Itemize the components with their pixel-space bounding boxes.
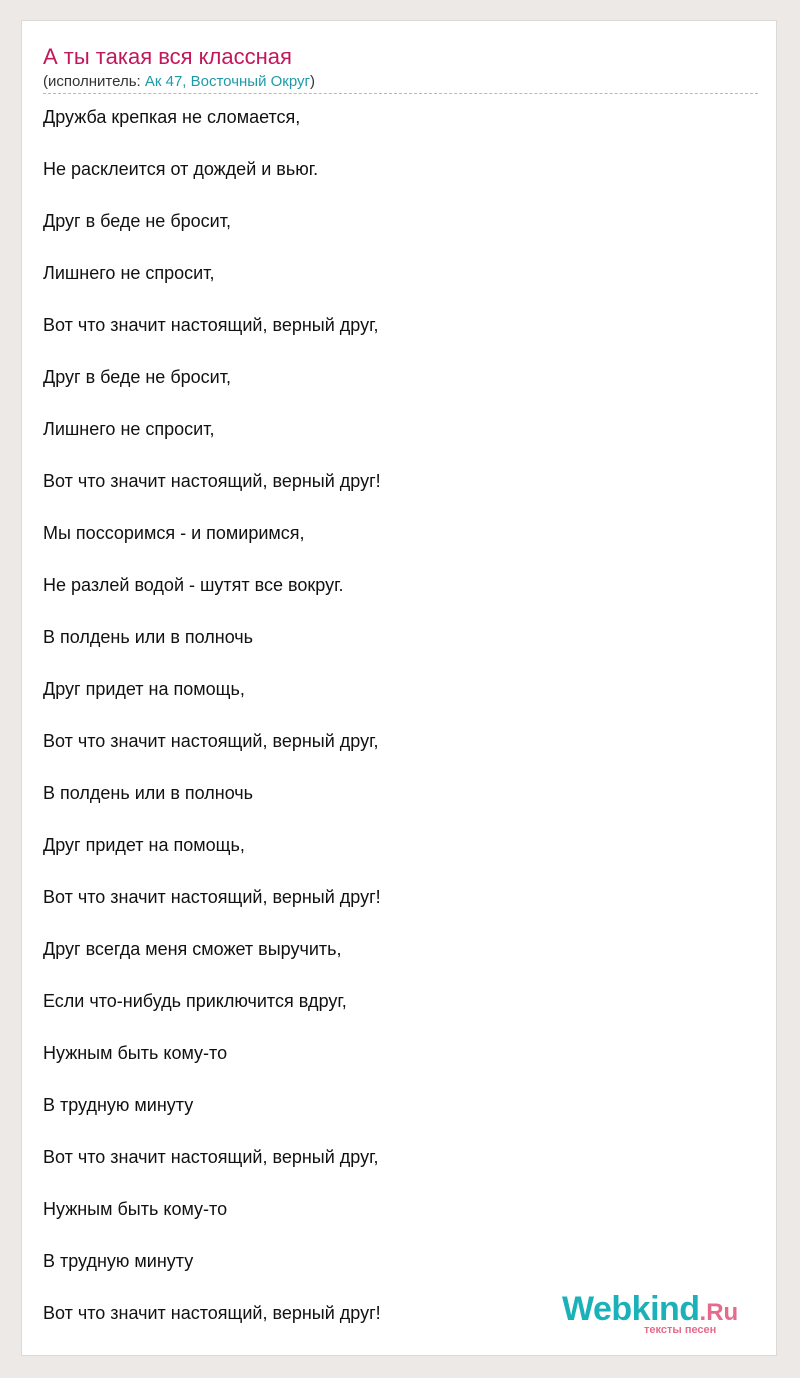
lyric-line: В полдень или в полночь: [43, 783, 254, 803]
lyric-line: Лишнего не спросит,: [43, 419, 215, 439]
lyric-line: Вот что значит настоящий, верный друг,: [43, 315, 379, 335]
lyric-line: Вот что значит настоящий, верный друг,: [43, 1147, 379, 1167]
logo-tld-text: .Ru: [699, 1299, 739, 1326]
lyric-line: Нужным быть кому-то: [43, 1199, 228, 1219]
artist-suffix: ): [310, 73, 315, 90]
song-title: А ты такая вся классная: [43, 44, 292, 69]
lyric-line: В трудную минуту: [43, 1251, 194, 1271]
lyric-line: В трудную минуту: [43, 1095, 194, 1115]
lyric-line: Не расклеится от дождей и вьюг.: [43, 159, 319, 179]
lyric-line: В полдень или в полночь: [43, 627, 254, 647]
lyrics-card: [21, 20, 777, 1356]
lyric-line: Друг в беде не бросит,: [43, 367, 231, 387]
webkind-logo[interactable]: [562, 1290, 752, 1334]
lyrics-list: [43, 106, 381, 1354]
lyric-line: Друг всегда меня сможет выручить,: [43, 939, 342, 959]
artist-prefix: (исполнитель:: [43, 73, 145, 90]
lyric-line: Нужным быть кому-то: [43, 1043, 228, 1063]
logo-tagline: тексты песен: [644, 1324, 717, 1336]
artist-link[interactable]: Ак 47, Восточный Округ: [144, 73, 310, 90]
artist-line: [43, 73, 315, 91]
lyric-line: Мы поссоримся - и помиримся,: [43, 523, 305, 543]
lyric-line: Вот что значит настоящий, верный друг!: [43, 887, 381, 907]
lyric-line: Друг придет на помощь,: [43, 835, 245, 855]
title-divider: [43, 93, 758, 94]
lyric-line: Вот что значит настоящий, верный друг!: [43, 471, 381, 491]
lyric-line: Вот что значит настоящий, верный друг!: [43, 1303, 381, 1323]
lyric-line: Не разлей водой - шутят все вокруг.: [43, 575, 344, 595]
lyric-line: Друг в беде не бросит,: [43, 211, 231, 231]
lyric-line: Если что-нибудь приключится вдруг,: [43, 991, 347, 1011]
lyric-line: Дружба крепкая не сломается,: [43, 107, 301, 127]
logo-main-text: Webkind: [562, 1290, 700, 1328]
lyric-line: Вот что значит настоящий, верный друг,: [43, 731, 379, 751]
lyric-line: Лишнего не спросит,: [43, 263, 215, 283]
lyric-line: Друг придет на помощь,: [43, 679, 245, 699]
